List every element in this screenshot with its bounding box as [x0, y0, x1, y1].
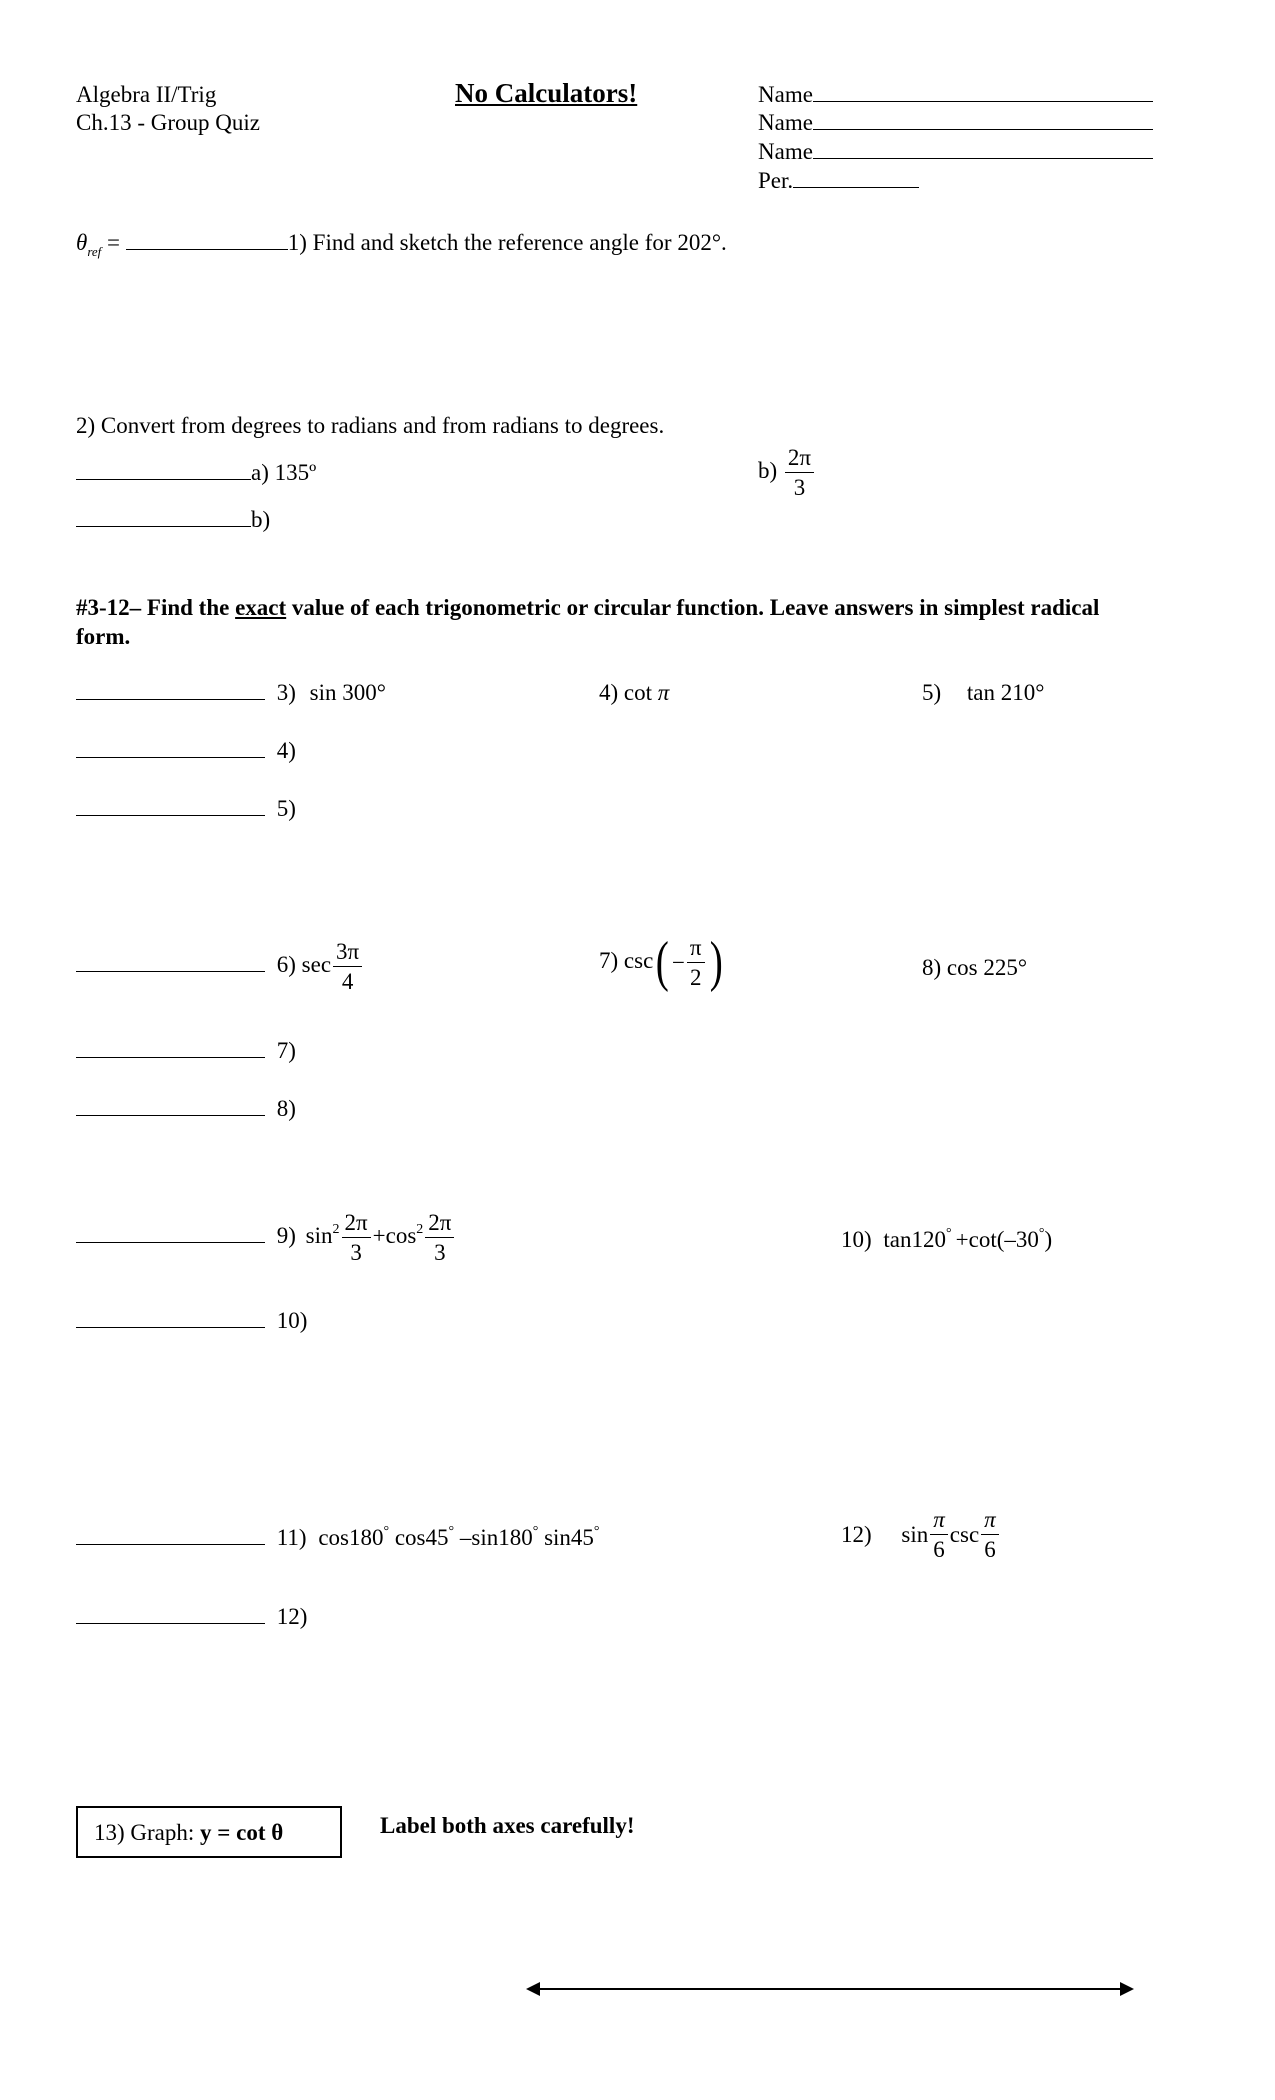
question-13-equation: y = cot θ: [200, 1820, 284, 1845]
sin-function: sin: [305, 1222, 333, 1248]
pi-symbol: π: [657, 680, 670, 705]
question-2b: [758, 446, 816, 499]
denominator: 2: [689, 965, 702, 990]
name-field-1[interactable]: [758, 83, 1153, 106]
fraction-3pi-over-4: [333, 940, 362, 993]
question-4: [599, 681, 669, 704]
instructions-prefix: #3-12– Find the: [76, 595, 236, 620]
question-1: [76, 231, 727, 258]
theta-symbol: θ: [76, 230, 88, 255]
answer-blank-11[interactable]: [76, 1526, 265, 1545]
question-2-text: 2) Convert from degrees to radians and from radians to degrees.: [76, 413, 665, 438]
question-13-prefix: 13) Graph:: [94, 1820, 201, 1845]
instructions-line-1: [76, 596, 1099, 619]
denominator: 3: [350, 1240, 362, 1265]
question-2b-blank: [76, 508, 270, 531]
name-label: Name: [758, 139, 813, 164]
question-11: [76, 1525, 600, 1549]
name-label: Name: [758, 110, 813, 135]
label-axes-note: Label both axes carefully!: [380, 1813, 635, 1838]
question-12-label: 12): [841, 1522, 872, 1547]
cos-function: +cos: [372, 1222, 417, 1248]
equals-sign: =: [107, 230, 121, 255]
quiz-title: Ch.13 - Group Quiz: [76, 110, 260, 135]
answer-blank-9[interactable]: [76, 1224, 265, 1243]
numerator: π: [981, 1508, 999, 1535]
answer-blank-4[interactable]: [76, 739, 265, 758]
minus-sign: −: [671, 950, 685, 975]
period-field[interactable]: [758, 169, 919, 192]
answer-blank-7[interactable]: [76, 1039, 265, 1058]
csc-function: csc: [949, 1522, 980, 1547]
question-7: [599, 931, 725, 994]
degree-mark: °: [946, 1226, 952, 1241]
question-5-label: 5): [922, 680, 942, 705]
degree-mark: °: [593, 1524, 600, 1539]
tan-term: tan120: [883, 1227, 947, 1252]
cos180-term: cos180: [318, 1525, 384, 1550]
answer-line-10-label: 10): [276, 1308, 308, 1333]
answer-blank-1[interactable]: [126, 231, 288, 250]
graph-axis-arrow: [526, 1974, 1134, 2004]
answer-blank-12[interactable]: [76, 1605, 265, 1624]
denominator: 4: [341, 969, 354, 994]
answer-line-4-label: 4): [276, 738, 296, 763]
answer-line-4: [76, 739, 296, 762]
question-10-label: 10): [841, 1227, 872, 1252]
answer-line-12: [76, 1605, 307, 1628]
answer-blank-8[interactable]: [76, 1097, 265, 1116]
answer-line-12-label: 12): [276, 1604, 308, 1629]
question-2a-label: a) 135º: [251, 460, 317, 485]
degree-mark: °: [383, 1524, 390, 1539]
sin180-term: –sin180: [459, 1525, 533, 1550]
answer-blank-2b[interactable]: [76, 508, 251, 527]
question-5-expr: tan 210°: [966, 680, 1045, 705]
fraction-pi-over-2: [687, 936, 705, 989]
fraction-2pi-over-3: [342, 1211, 371, 1264]
answer-blank-3[interactable]: [76, 681, 265, 700]
denominator: 3: [434, 1240, 446, 1265]
fraction-2pi-over-3: [425, 1211, 454, 1264]
instructions-exact: exact: [235, 595, 287, 620]
degree-mark: °: [1038, 1226, 1045, 1241]
answer-blank-10[interactable]: [76, 1309, 265, 1328]
answer-line-7-label: 7): [276, 1038, 296, 1063]
fraction-pi-over-6: [981, 1508, 999, 1561]
question-3-expr: sin 300°: [309, 680, 386, 705]
numerator: π: [930, 1508, 948, 1535]
no-calculators-notice: No Calculators!: [455, 78, 638, 108]
instructions-line-2: form.: [76, 624, 131, 649]
answer-line-5: [76, 797, 296, 820]
question-2b-blank-label: b): [251, 507, 271, 532]
name-blank[interactable]: [813, 111, 1153, 130]
question-8: 8) cos 225°: [922, 955, 1028, 980]
fraction-pi-over-6: [930, 1508, 948, 1561]
question-1-text: 1) Find and sketch the reference angle for 202°.: [287, 230, 727, 255]
answer-blank-6[interactable]: [76, 953, 265, 972]
answer-line-5-label: 5): [276, 796, 296, 821]
close-paren: ): [1044, 1227, 1053, 1252]
denominator: 6: [984, 1537, 996, 1562]
numerator: 2π: [342, 1211, 371, 1238]
name-blank[interactable]: [813, 140, 1153, 159]
cos45-term: cos45: [394, 1525, 449, 1550]
right-paren: ): [709, 931, 723, 994]
sin-function: sin: [901, 1522, 929, 1547]
question-10: [841, 1227, 1052, 1251]
answer-line-7: [76, 1039, 296, 1062]
left-paren: (: [656, 931, 670, 994]
question-13-box: [76, 1806, 342, 1858]
period-label: Per.: [758, 168, 794, 193]
denominator: 3: [793, 475, 806, 500]
numerator: 2π: [425, 1211, 454, 1238]
instructions-suffix: value of each trigonometric or circular function. Leave answers in simplest radical: [286, 595, 1100, 620]
denominator: 6: [933, 1537, 945, 1562]
name-label: Name: [758, 82, 813, 107]
question-6: [76, 940, 364, 993]
ref-subscript: ref: [87, 244, 102, 259]
exponent: 2: [332, 1221, 340, 1237]
numerator: π: [687, 936, 705, 963]
period-blank[interactable]: [793, 169, 919, 188]
exponent: 2: [416, 1221, 424, 1237]
question-11-label: 11): [276, 1525, 307, 1550]
question-3-label: 3): [276, 680, 296, 705]
question-9: [76, 1211, 456, 1264]
name-field-2[interactable]: [758, 111, 1153, 134]
name-field-3[interactable]: [758, 140, 1153, 163]
question-2b-label: b): [758, 457, 778, 483]
question-2a: [76, 461, 316, 484]
answer-line-8: [76, 1097, 296, 1120]
answer-line-10: [76, 1309, 307, 1332]
answer-line-8-label: 8): [276, 1096, 296, 1121]
course-title: Algebra II/Trig: [76, 82, 217, 107]
question-4-label: 4) cot: [599, 680, 658, 705]
cot-term: +cot(–30: [955, 1227, 1039, 1252]
degree-mark: °: [448, 1524, 455, 1539]
question-3: [76, 681, 386, 704]
fraction-2pi-over-3: [785, 446, 814, 499]
question-5: [922, 681, 1044, 704]
question-7-label: 7) csc: [599, 947, 654, 973]
name-blank[interactable]: [813, 83, 1153, 102]
question-12: [841, 1508, 1001, 1561]
degree-mark: °: [532, 1524, 539, 1539]
numerator: 3π: [333, 940, 362, 967]
question-9-label: 9): [276, 1222, 296, 1248]
answer-blank-2a[interactable]: [76, 461, 251, 480]
answer-blank-5[interactable]: [76, 797, 265, 816]
question-6-label: 6) sec: [276, 951, 332, 977]
sin45-term: sin45: [544, 1525, 594, 1550]
numerator: 2π: [785, 446, 814, 473]
